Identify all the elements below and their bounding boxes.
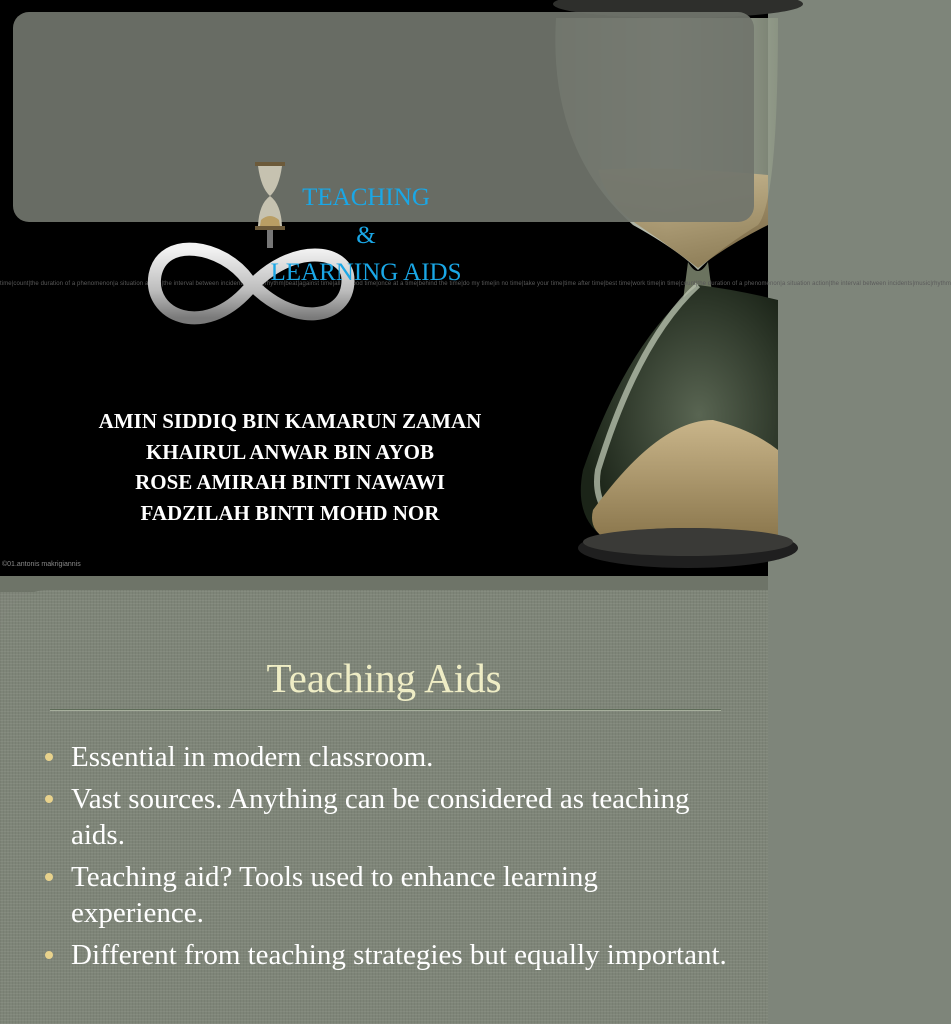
title-line-3: LEARNING AIDS: [270, 259, 462, 286]
bullet-dot-icon: [45, 951, 53, 959]
author-name: FADZILAH BINTI MOHD NOR: [140, 500, 440, 525]
bullet-item: Different from teaching strategies but equally important.: [45, 937, 735, 973]
bullet-item: Vast sources. Anything can be considered as teaching aids.: [45, 781, 735, 853]
title-line-2: &: [356, 222, 376, 249]
author-name: ROSE AMIRAH BINTI NAWAWI: [135, 470, 445, 494]
author-name: AMIN SIDDIQ BIN KAMARUN ZAMAN: [98, 409, 482, 433]
bullet-list: [45, 739, 735, 979]
bullet-item: Essential in modern classroom.: [45, 739, 735, 775]
ticker-text: time|count|the duration of a phenomenon|a situation action|the interval between incidents|music|rhythm|beat|against time|all in good time|once at a time|behind the time|do my time|in no time|take your time|time after time|best time|work time|in time|count|the duration of a phenomenon|a situation action|the interval between incidents|music|rhythm: [0, 281, 951, 287]
bullet-dot-icon: [45, 795, 53, 803]
slide-heading: Teaching Aids: [266, 655, 502, 701]
slide-panel: [0, 590, 768, 1024]
bullet-item: Teaching aid? Tools used to enhance learning experience.: [45, 859, 735, 931]
heading-divider: [50, 709, 721, 711]
title-line-1: TEACHING: [302, 184, 430, 211]
author-list: [30, 406, 550, 528]
image-credit: ©01.antonis makrigiannis: [2, 561, 81, 568]
author-name: KHAIRUL ANWAR BIN AYOB: [145, 439, 435, 464]
bullet-dot-icon: [45, 753, 53, 761]
content-slide: [0, 576, 768, 1024]
bullet-dot-icon: [45, 873, 53, 881]
